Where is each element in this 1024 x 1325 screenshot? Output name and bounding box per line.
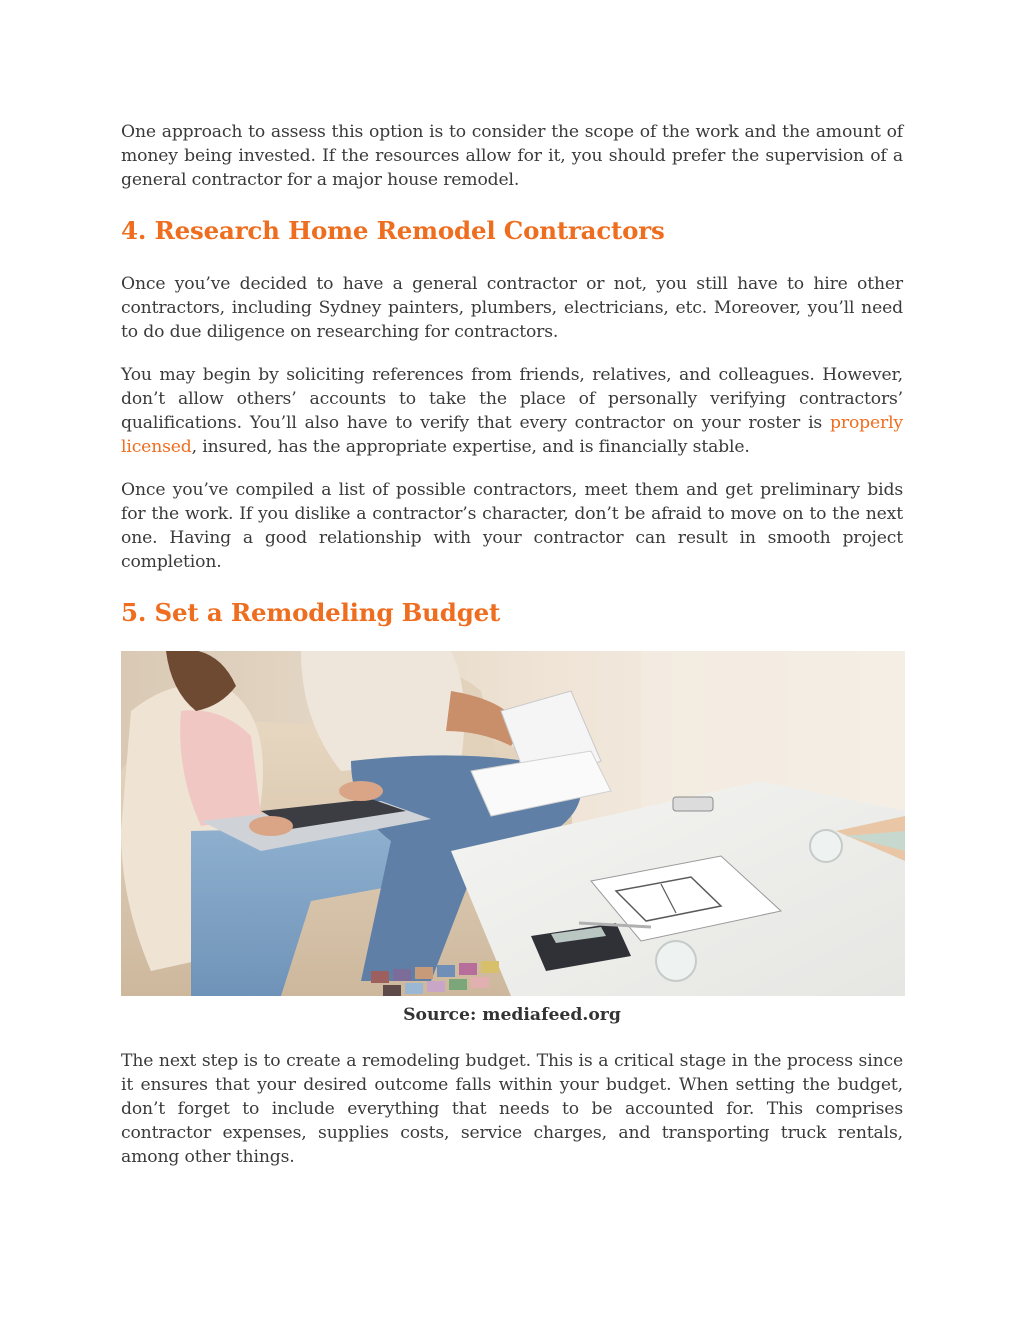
properly-licensed-link[interactable]: properly licensed [121,413,903,457]
section-4-paragraph-1: Once you’ve decided to have a general contractor or not, you still have to hire other contractors, including Sydney painters, plumbers, electricians, etc. Moreover, you’ll need to do due diligence on researching for contractors. [121,274,903,342]
budget-photo [121,651,905,996]
section-5-heading: 5. Set a Remodeling Budget [121,598,501,627]
section-4-paragraph-2-start: You may begin by soliciting references from friends, relatives, and colleagues. However, don’t allow others’ accounts to take the place of personally verifying contractors’ qualifications. You’ll also have to verify that every contractor on your roster is [121,365,903,433]
intro-paragraph: One approach to assess this option is to consider the scope of the work and the amount of money being invested. If the resources allow for it, you should prefer the supervision of a general contractor for a major house remodel. [121,122,903,190]
section-4-paragraph-2-end: , insured, has the appropriate expertise, and is financially stable. [191,437,750,457]
image-caption: Source: mediafeed.org [403,1005,621,1025]
budget-photo-illustration [121,651,905,996]
section-4-heading: 4. Research Home Remodel Contractors [121,216,665,245]
section-4-paragraph-2 [121,363,903,459]
section-4-paragraph-3: Once you’ve compiled a list of possible contractors, meet them and get preliminary bids for the work. If you dislike a contractor’s character, don’t be afraid to move on to the next one. Having a good relationship with your contractor can result in smooth project completion. [121,480,903,572]
section-5-paragraph-1: The next step is to create a remodeling budget. This is a critical stage in the process since it ensures that your desired outcome falls within your budget. When setting the budget, don’t forget to include everything that needs to be accounted for. This comprises contractor expenses, supplies costs, service charges, and transporting truck rentals, among other things. [121,1051,903,1167]
document-page [121,120,903,1169]
